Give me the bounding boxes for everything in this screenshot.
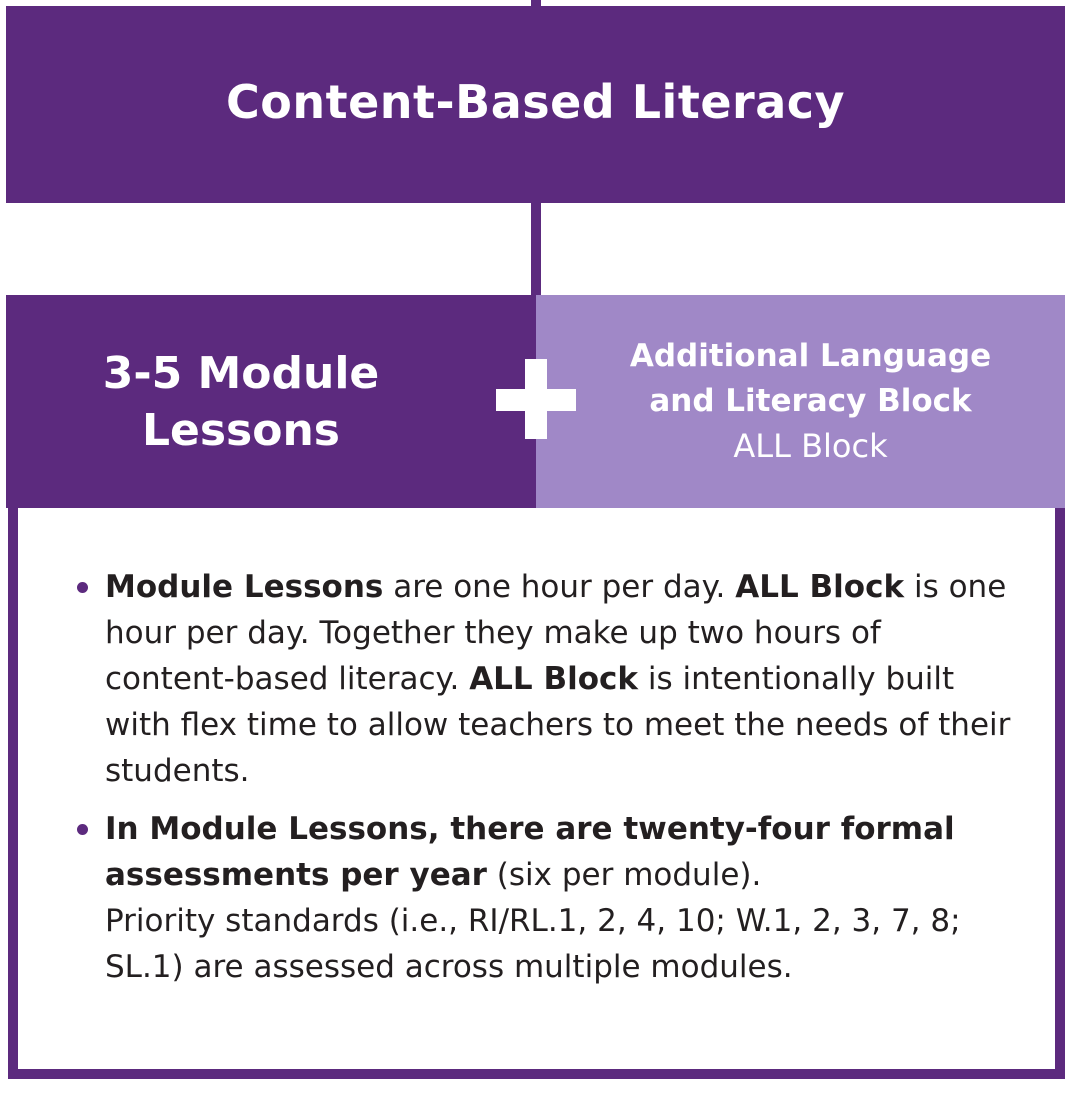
module-lessons-title-line1: 3-5 Module <box>102 347 380 399</box>
module-lessons-title <box>103 345 380 459</box>
all-block-title-line1: Additional Language <box>629 338 992 374</box>
content-based-literacy-box <box>6 6 1065 203</box>
plus-icon <box>496 359 576 439</box>
bullet2-bold-assessments: In Module Lessons, there are twenty-four formal assessments per year <box>105 811 955 893</box>
module-lessons-title-line2: Lessons <box>141 404 340 456</box>
module-lessons-box <box>6 295 536 508</box>
plus-icon-vertical-bar <box>525 359 547 439</box>
bullet2-text-1: (six per module). <box>486 857 762 893</box>
all-block-box <box>536 295 1065 508</box>
bullet-item-assessments <box>105 806 1020 990</box>
all-block-title-line2: and Literacy Block <box>649 383 972 419</box>
bullet2-text-priority-standards: Priority standards (i.e., RI/RL.1, 2, 4, 10; W.1, 2, 3, 7, 8; SL.1) are assessed across multiple modules. <box>105 903 961 985</box>
bullet-dot-icon <box>77 824 88 835</box>
bullet1-bold-all-block-1: ALL Block <box>735 569 905 605</box>
bullet1-bold-all-block-2: ALL Block <box>469 661 639 697</box>
all-block-subtitle: ALL Block <box>733 427 888 465</box>
bullet1-text-2: is one hour per day. Together they make up two hours of content-based literacy. <box>105 569 1007 697</box>
content-based-literacy-title: Content-Based Literacy <box>226 74 845 129</box>
bullet1-text-1: are one hour per day. <box>383 569 736 605</box>
middle-connector-line <box>531 203 541 295</box>
bullet1-text-3: is intentionally built with flex time to allow teachers to meet the needs of their students. <box>105 661 1011 789</box>
description-bullet-list <box>105 564 1020 1002</box>
bullet-item-module-lessons <box>105 564 1020 794</box>
bullet-dot-icon <box>77 582 88 593</box>
all-block-text <box>630 334 991 469</box>
description-box <box>8 508 1065 1079</box>
bullet1-bold-module-lessons: Module Lessons <box>105 569 384 605</box>
